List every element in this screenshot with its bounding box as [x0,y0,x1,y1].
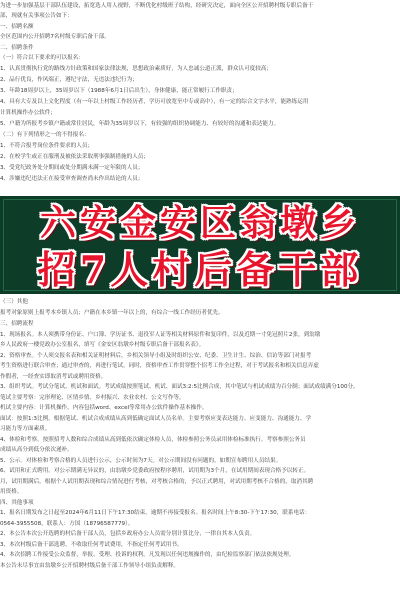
text-line: 2、本公告本次公开选聘的村后备干部人员，包括乡政府办公人员需分别计算比分，一律自其本人负责。 [0,531,256,537]
text-line: 全区范围内公开招聘7名村级专职后备干部。 [0,34,110,40]
text-line: 1、现场报名。本人须携带身份证、户口簿、学历证书、退役军人证等相关材料原件和复印件，以及近期一寸免冠照片2张，到翁墩 [0,332,321,338]
text-line: 成绩从高分到低分依次递补。 [0,447,73,453]
banner-title-line-1: 六安金安区翁墩乡 [39,202,360,244]
text-line: 3、受党纪政务处分期间或处分期满未满一定年限的人员； [0,165,144,171]
section-heading: 一、招聘名额 [0,24,34,30]
text-line: 4、体检和考察。按照招考人数和综合成绩从高到低依次确定体检人员，体检参照公务员录用体检标准执行。考察参照公务员 [0,437,306,443]
text-line: 2、品行优良，作风端正，遵纪守法，无违法违纪行为； [0,77,138,83]
text-line: 计算机操作办公软件； [0,110,56,116]
text-line: 月，试用期满后，根据个人试用期表现和综合情况进行考核，对考核合格的，予以正式聘用，对试用期考核不合格的，取消其聘 [0,479,314,485]
text-line: （一）符合以下要求的可以报名： [0,55,84,61]
text-line: 2、资格审查。个人须交报名表和相关证明材料后，乡相关领导小组及时组织公安、纪委、卫生计生、综治、信访等部门对报考 [0,353,312,359]
text-line: 1、认真贯彻执行党的路线方针政策和国家法律法规，思想政治素质好，为人忠诚公道正派，群众认可度较高； [0,66,273,72]
text-line: 5、公示。对体检和考察合格的人员进行公示，公示时间为7天。对公示期间没有问题的，如期宣布聘用人员结果。 [0,458,282,464]
text-line: 报考对象原则上报考本乡镇人员；户籍在本乡镇一年以上的，有综合一线工作经历者优先。 [0,310,224,316]
text-line: 0564-3955508，联系人：方国（18796587779）。 [0,521,134,527]
text-line: 笔试主要考察：完形理论、区情乡情、乡村振兴、农业农村、公文写作等。 [0,395,185,401]
text-line: 1、不符合报考岗位条件要求的人员； [0,143,94,149]
text-line: （二）有下列情形之一的不得报名： [0,132,90,138]
section-heading: 四、其他事项 [0,500,34,506]
text-line: 作假者，一经查实即取消考试或聘用资格。 [0,374,107,380]
text-line: 4、本次招聘工作接受公众监督，举报、受理、投诉的权利。凡发现以任何违规操作的，由纪检监察部门依法依规处理。 [0,552,295,558]
text-line: 本公告未尽事宜由翁墩乡公开招聘村级后备干部工作领导小组负责解释。 [0,563,180,569]
text-line: 3、年龄18周岁以上，35周岁以下（1988年6月1日后出生），身体健康，能正常履行工作职责； [0,88,238,94]
text-line: 部，现就有关事项公告如下： [0,13,73,19]
text-line: 2、在校学生或正在服刑及被依法采取刑事强制措施的人员； [0,154,149,160]
text-line: 习能力等方面素质。 [0,426,51,432]
text-line: 3、组织考试。考试分笔试、机试和面试。考试成绩按照笔试、机试、面试3:2:5比例合成，其中笔试与机试成绩为百分制；面试成绩满分100分， [0,384,359,390]
banner-title-line-2: 招7人村后备干部 [37,247,363,292]
text-line: 4、涉嫌违纪违法正在接受审查调查尚未作出结论的人员； [0,176,144,182]
text-line: 4、具有大专及以上文化程度（有一年以上村级工作经历者，学历可放宽至中专或高中），有一定的综合文字水平，能熟练运用 [0,99,309,105]
text-line: 乡人民政府一楼党政办公室报名，填写《金安区翁墩乡村级专职后备干部报名表》。 [0,342,205,348]
text-line: 3、本次村级后备干部选聘，不收取任何考试费用，不指定任何考试用书。 [0,542,183,548]
text-line: 5、户籍为所报考乡镇户籍或常住居民，年龄为35周岁以下，有较强的组织协调能力、有较好的沟通和表达能力。 [0,121,280,127]
text-line: 为进一步加强基层干部队伍建设，拓宽选人用人视野，不断优化村级班子结构，经研究决定，面向全区公开招聘村级专职后备干 [0,3,314,9]
text-line: 考生资格进行联合审查；通过审查的，再进行笔试。同时，资格审查工作贯穿整个招考工作全过程，对于考试报名和相关信息弄虚 [0,363,319,369]
section-heading: 三、招聘流程 [0,321,34,327]
text-line: 面试：按照1:3比例，根据笔试、机试合成成绩从高到低确定面试人员名单。主要考察应变表达能力、应变能力、沟通能力、学 [0,416,312,422]
text-line: 机试主要内容：计算机操作，内容包括word、excel等常用办公软件操作基本操作。 [0,405,208,411]
section-heading: 二、招聘条件 [0,45,34,51]
text-line: （三）其他 [0,299,28,305]
text-line: 用资格。 [0,489,23,495]
text-line: 6、试用和正式聘用。对公示期满无异议的，由翁墩乡党委政府按程序聘用，试用期为3个月，在试用期间表现合格予以转正。 [0,468,310,474]
text-line: 1、报名日期发布之日起至2024年6月11日下午17:30结束。逾期不再接受报名。报名时间上午8:30-下午17:30，联系电话： [0,510,311,516]
